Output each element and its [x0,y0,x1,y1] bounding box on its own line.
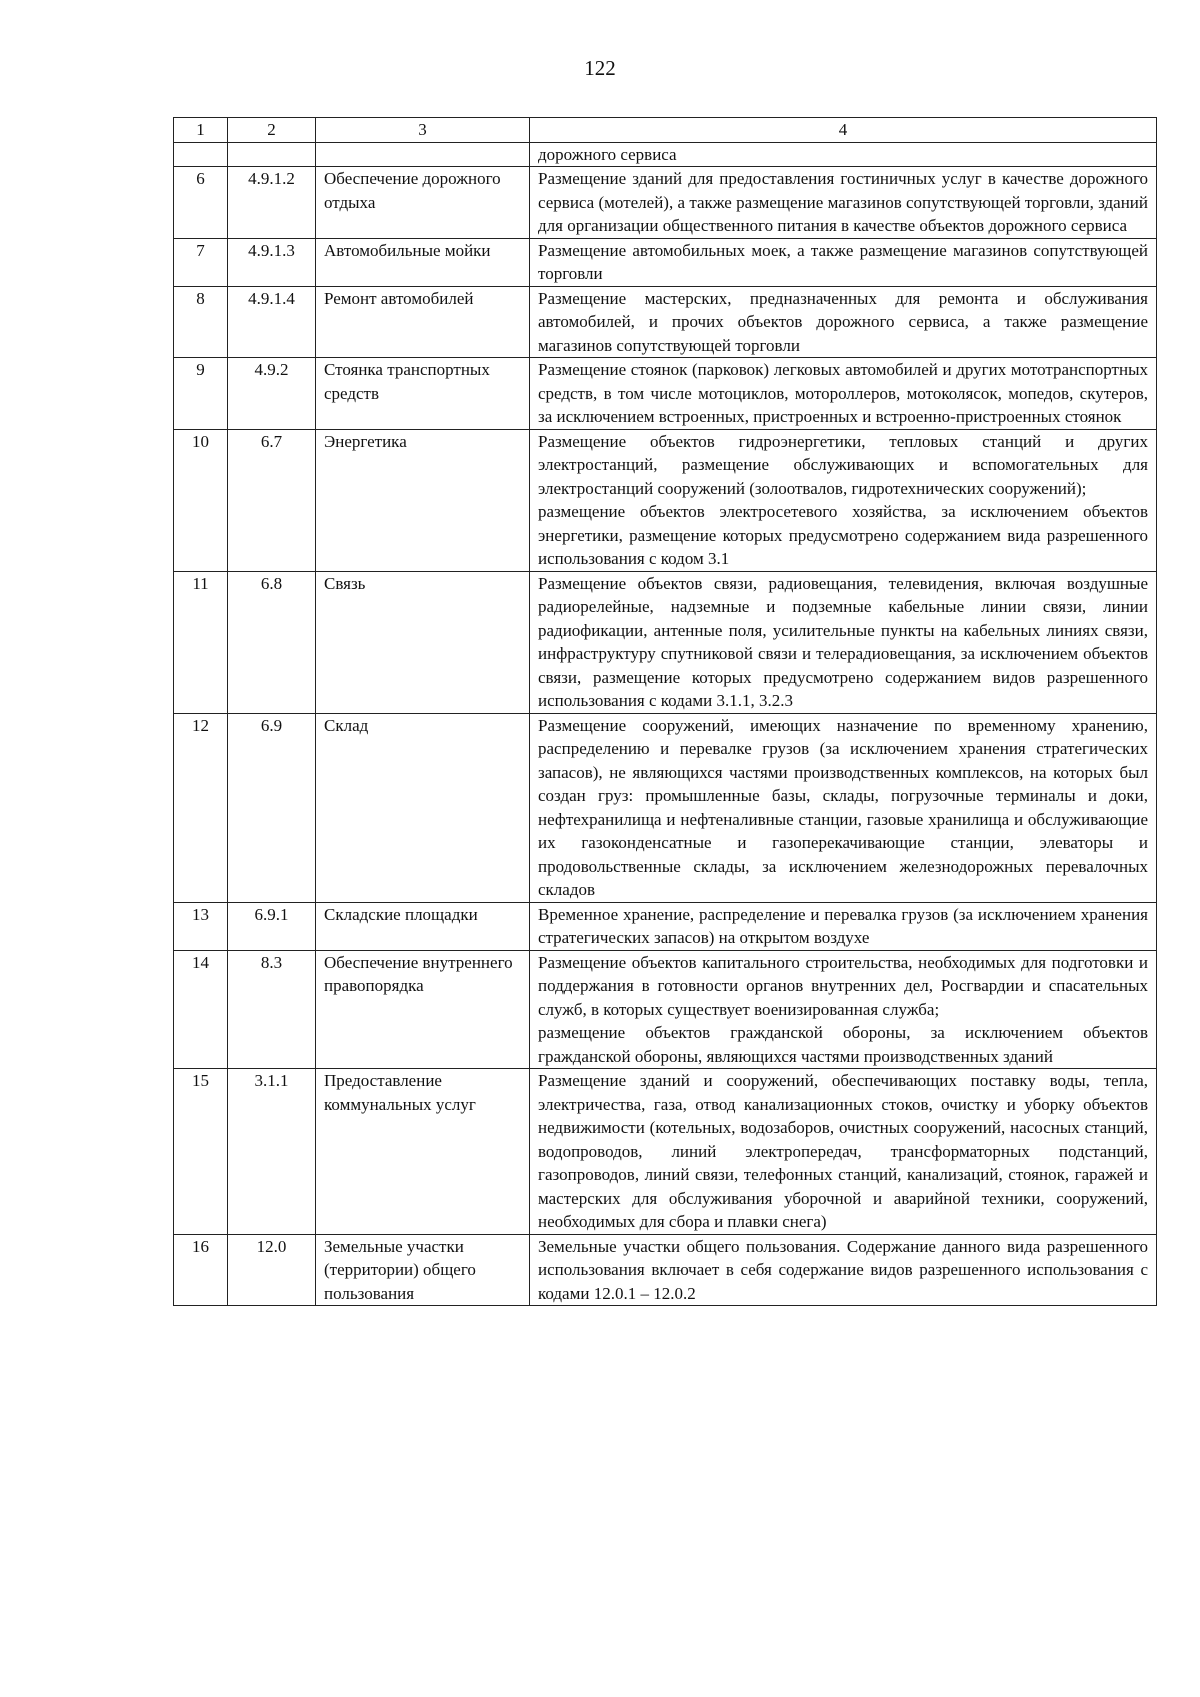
use-code: 4.9.1.3 [228,238,316,286]
use-name: Стоянка транспортных средств [316,358,530,430]
table-row [174,950,1157,1069]
row-number: 13 [174,902,228,950]
use-description [530,167,1157,239]
description-paragraph: размещение объектов электросетевого хозяйства, за исключением объектов энергетики, размещение которых предусмотрено содержанием вида разрешенного использования с кодом 3.1 [538,502,1148,568]
use-description [530,713,1157,902]
use-code: 6.9 [228,713,316,902]
description-paragraph: Размещение мастерских, предназначенных для ремонта и обслуживания автомобилей, и прочих объектов дорожного сервиса, а также размещение магазинов сопутствующей торговли [538,288,1148,355]
description-paragraph: Размещение зданий для предоставления гостиничных услуг в качестве дорожного сервиса (мотелей), а также размещение магазинов сопутствующей торговли, зданий для организации общественного питания в качестве объектов дорожного сервиса [538,169,1148,235]
use-code: 4.9.1.2 [228,167,316,239]
continuation-row [174,142,1157,167]
use-description [530,358,1157,430]
description-paragraph: Временное хранение, распределение и перевалка грузов (за исключением хранения стратегических запасов) на открытом воздухе [538,904,1148,947]
use-description [530,571,1157,713]
row-number: 16 [174,1234,228,1306]
land-use-table [173,117,1157,1306]
use-code: 6.7 [228,429,316,571]
description-paragraph: Размещение автомобильных моек, а также размещение магазинов сопутствующей торговли [538,240,1148,283]
row-number: 8 [174,286,228,358]
use-name: Обеспечение внутреннего правопорядка [316,950,530,1069]
table-row [174,286,1157,358]
header-cell-4: 4 [530,118,1157,143]
use-name: Ремонт автомобилей [316,286,530,358]
use-description [530,286,1157,358]
description-paragraph: Размещение объектов капитального строительства, необходимых для подготовки и поддержания в готовности органов внутренних дел, Росгвардии и спасательных служб, в которых существует военизированная служба; [538,952,1148,1019]
use-description [530,902,1157,950]
table-row [174,902,1157,950]
table-row [174,238,1157,286]
row-number: 10 [174,429,228,571]
use-name: Склад [316,713,530,902]
use-code: 3.1.1 [228,1069,316,1235]
row-number: 6 [174,167,228,239]
use-description [530,1069,1157,1235]
description-paragraph: Размещение зданий и сооружений, обеспечивающих поставку воды, тепла, электричества, газа, отвод канализационных стоков, очистку и уборку объектов недвижимости (котельных, водозаборов, очистных сооружений, насосных станций, водопроводов, линий электропередач, трансформаторных подстанций, газопроводов, линий связи, телефонных станций, канализаций, стоянок, гаражей и мастерских для обслуживания уборочной и аварийной техники, сооружений, необходимых для сбора и плавки снега) [538,1071,1148,1231]
use-code: 8.3 [228,950,316,1069]
description-paragraph: размещение объектов гражданской обороны, за исключением объектов гражданской обороны, являющихся частями производственных зданий [538,1023,1148,1066]
description-paragraph: Земельные участки общего пользования. Содержание данного вида разрешенного использования включает в себя содержание видов разрешенного использования с кодами 12.0.1 – 12.0.2 [538,1236,1148,1303]
description-paragraph: Размещение сооружений, имеющих назначение по временному хранению, распределению и перевалке грузов (за исключением хранения стратегических запасов), не являющихся частями производственных комплексов, на которых был создан груз: промышленные базы, склады, погрузочные терминалы и доки, нефтехранилища и нефтеналивные станции, газовые хранилища и обслуживающие их газоконденсатные и газоперекачивающие станции, элеваторы и продовольственные склады, за исключением железнодорожных перевалочных складов [538,715,1148,899]
row-number: 12 [174,713,228,902]
use-name: Автомобильные мойки [316,238,530,286]
table-row [174,1069,1157,1235]
use-description [530,429,1157,571]
description-paragraph: Размещение объектов связи, радиовещания, телевидения, включая воздушные радиорелейные, надземные и подземные кабельные линии связи, линии радиофикации, антенные поля, усилительные пункты на кабельных линиях связи, инфраструктуру спутниковой связи и телерадиовещания, за исключением объектов связи, размещение которых предусмотрено содержанием видов разрешенного использования с кодами 3.1.1, 3.2.3 [538,573,1148,710]
table-row [174,713,1157,902]
table-row [174,358,1157,430]
header-row [174,118,1157,143]
description-paragraph: Размещение объектов гидроэнергетики, тепловых станций и других электростанций, размещение обслуживающих и вспомогательных для электростанций сооружений (золоотвалов, гидротехнических сооружений); [538,431,1148,498]
header-cell-2: 2 [228,118,316,143]
use-code: 4.9.1.4 [228,286,316,358]
row-number: 11 [174,571,228,713]
use-name: Предоставление коммунальных услуг [316,1069,530,1235]
header-cell-3: 3 [316,118,530,143]
row-number: 14 [174,950,228,1069]
use-name: Обеспечение дорожного отдыха [316,167,530,239]
use-name: Земельные участки (территории) общего пользования [316,1234,530,1306]
table-row [174,571,1157,713]
table-row [174,429,1157,571]
row-number: 15 [174,1069,228,1235]
use-code: 6.9.1 [228,902,316,950]
use-description [530,950,1157,1069]
use-code: 12.0 [228,1234,316,1306]
use-code: 6.8 [228,571,316,713]
use-code: 4.9.2 [228,358,316,430]
table-body [174,118,1157,1306]
use-description [530,238,1157,286]
use-name: Энергетика [316,429,530,571]
table-row [174,1234,1157,1306]
continuation-text: дорожного сервиса [530,142,1157,167]
use-name: Складские площадки [316,902,530,950]
row-number: 7 [174,238,228,286]
page-number: 122 [584,56,616,80]
table-row [174,167,1157,239]
row-number: 9 [174,358,228,430]
use-name: Связь [316,571,530,713]
header-cell-1: 1 [174,118,228,143]
use-description [530,1234,1157,1306]
description-paragraph: Размещение стоянок (парковок) легковых автомобилей и других мототранспортных средств, в том числе мотоциклов, мотороллеров, мотоколясок, мопедов, скутеров, за исключением встроенных, пристроенных и встроенно-пристроенных стоянок [538,360,1148,426]
